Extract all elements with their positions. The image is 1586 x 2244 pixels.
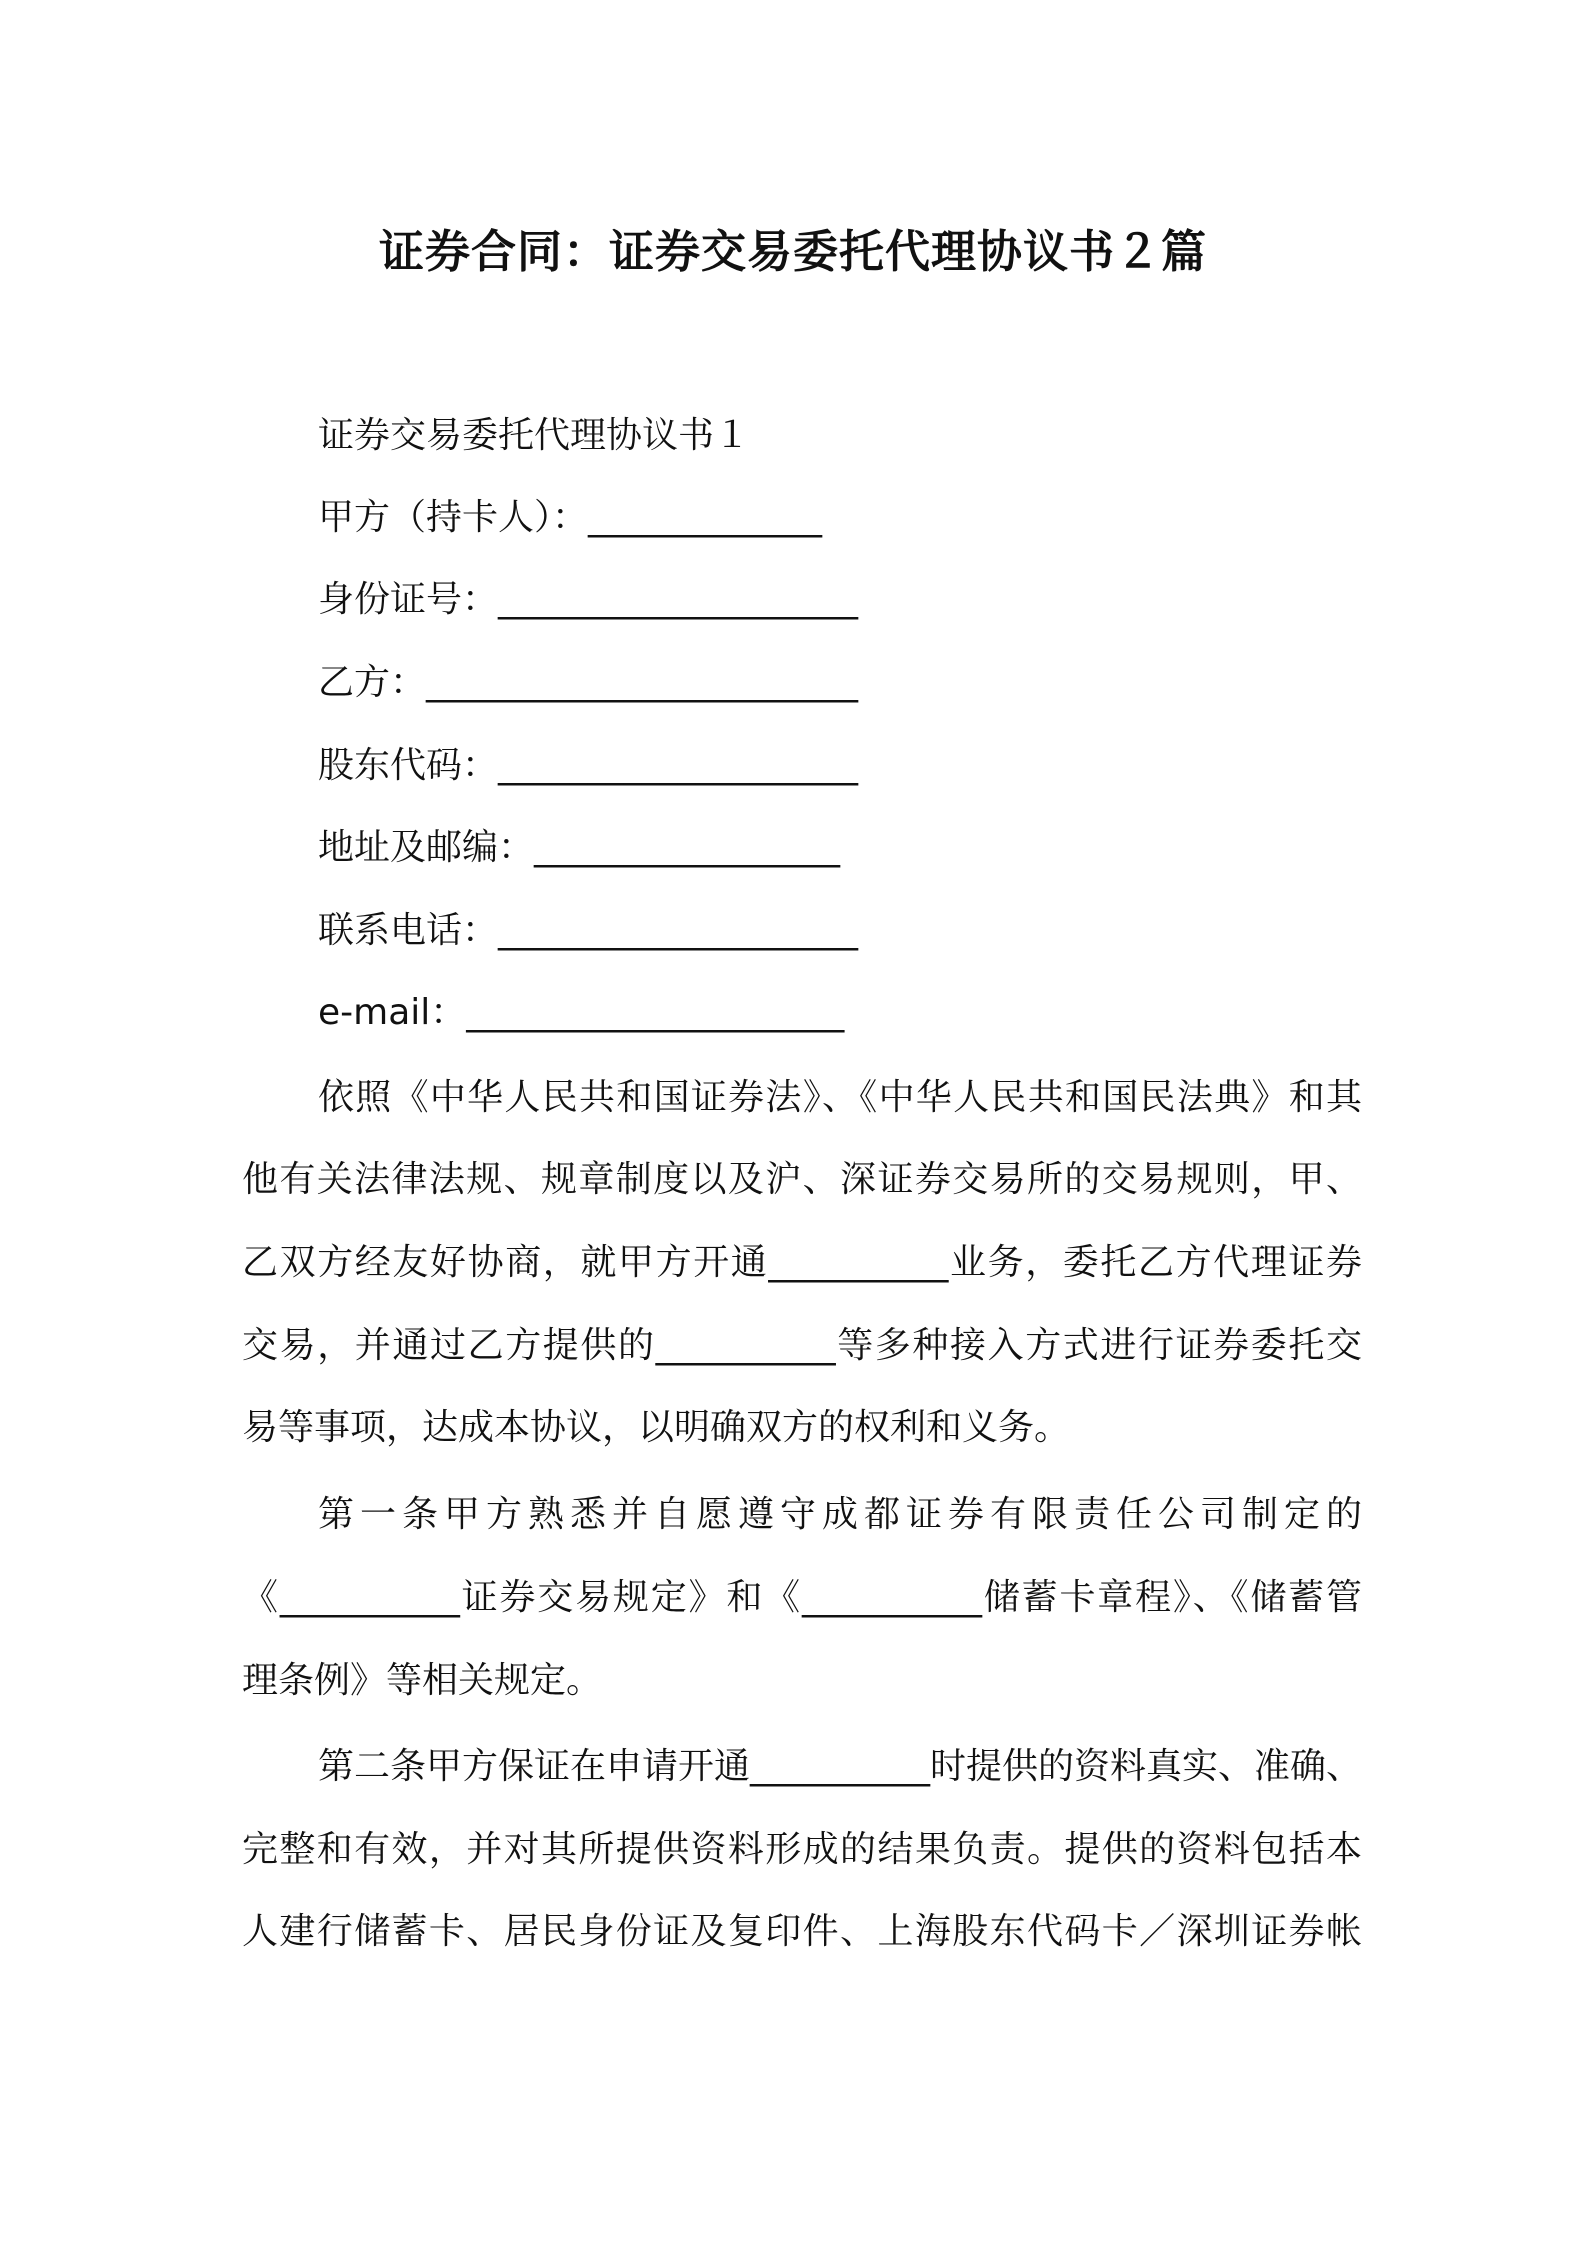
agreement-subtitle: 证券交易委托代理协议书１ — [318, 415, 751, 456]
article-1-line: 理条例》等相关规定。 — [242, 1660, 603, 1701]
preamble-line: 依照《中华人民共和国证券法》、《中华人民共和国民法典》和其 — [318, 1077, 1362, 1118]
preamble-line: 乙双方经友好协商，就甲方开通__________业务，委托乙方代理证券 — [242, 1242, 1362, 1283]
document-title: 证券合同：证券交易委托代理协议书２篇 — [378, 225, 1207, 278]
field-id-number: 身份证号：____________________ — [318, 579, 859, 620]
article-1-line: 《__________证券交易规定》和《__________储蓄卡章程》、《储蓄管 — [242, 1577, 1362, 1618]
field-address-postcode: 地址及邮编：_________________ — [318, 827, 841, 868]
article-2-line: 完整和有效，并对其所提供资料形成的结果负责。提供的资料包括本 — [242, 1829, 1362, 1870]
preamble-line: 易等事项，达成本协议，以明确双方的权利和义务。 — [242, 1407, 1071, 1448]
field-party-a: 甲方（持卡人）：_____________ — [318, 497, 823, 538]
field-party-b: 乙方：________________________ — [318, 662, 859, 703]
preamble-line: 交易，并通过乙方提供的__________等多种接入方式进行证券委托交 — [242, 1325, 1362, 1366]
field-email: e-mail：_____________________ — [318, 992, 845, 1033]
article-2-line: 人建行储蓄卡、居民身份证及复印件、上海股东代码卡／深圳证券帐 — [242, 1911, 1362, 1952]
article-2-line: 第二条甲方保证在申请开通__________时提供的资料真实、准确、 — [318, 1746, 1363, 1787]
field-phone: 联系电话：____________________ — [318, 910, 859, 951]
preamble-line: 他有关法律法规、规章制度以及沪、深证券交易所的交易规则，甲、 — [242, 1159, 1362, 1200]
field-shareholder-code: 股东代码：____________________ — [318, 745, 859, 786]
article-1-line: 第一条甲方熟悉并自愿遵守成都证券有限责任公司制定的 — [318, 1494, 1362, 1535]
